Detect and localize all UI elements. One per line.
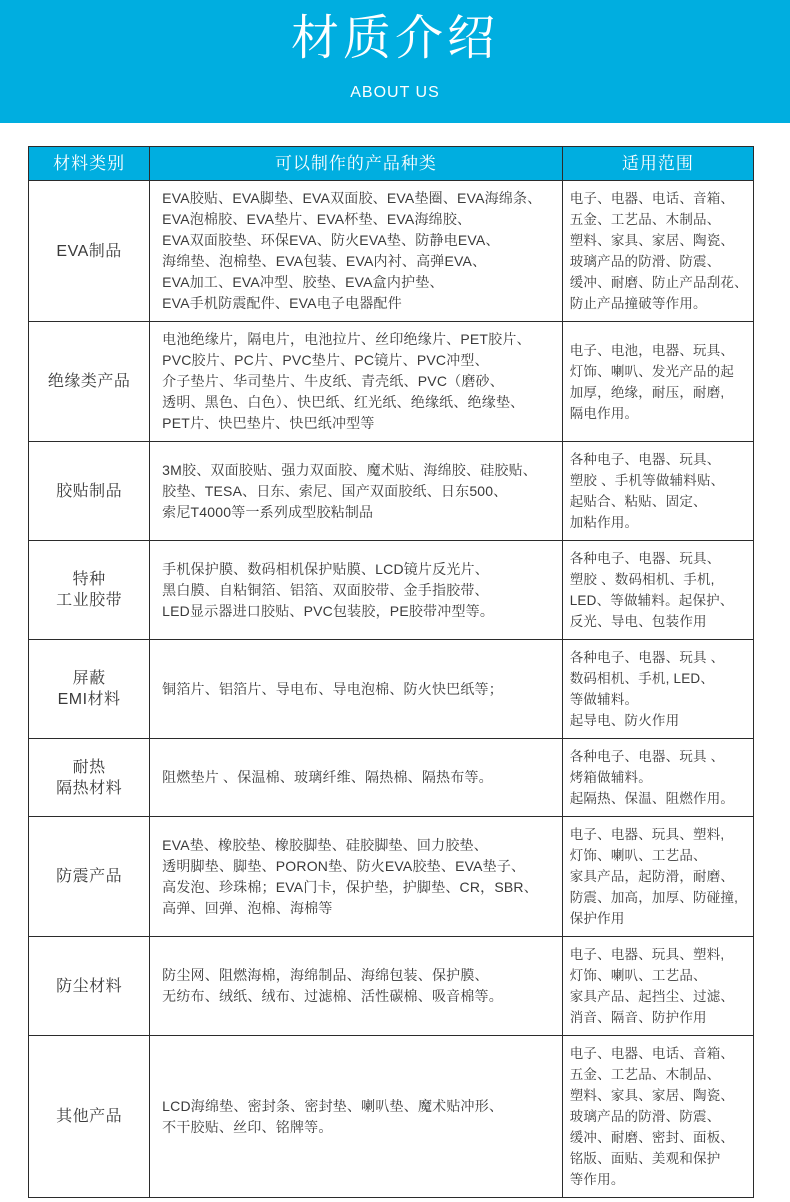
cell-scope [562, 739, 753, 817]
scope-line: 加厚，绝缘，耐压，耐磨, [569, 384, 725, 400]
table-row [29, 322, 754, 442]
scope-line: 家具产品，起防滑，耐磨、 [569, 869, 735, 884]
cell-products [150, 322, 563, 442]
scope-line: 起隔热、保温、阻燃作用。 [569, 791, 735, 806]
product-line: 手机保护膜、数码相机保护贴膜、LCD镜片反光片、 [162, 560, 489, 577]
scope-line: 玻璃产品的防滑、防震、 [569, 1109, 721, 1124]
scope-line: 塑胶 、手机等做辅料贴、 [569, 473, 725, 488]
cell-products [150, 640, 563, 739]
scope-line: 防止产品撞破等作用。 [569, 296, 707, 311]
product-line: 铜箔片、铝箔片、导电布、导电泡棉、防火快巴纸等； [162, 680, 503, 697]
table-row [29, 442, 754, 541]
scope-line: 塑料、家具、家居、陶瓷、 [569, 1088, 735, 1103]
category-line: 防尘材料 [56, 977, 123, 995]
cell-category [29, 817, 150, 937]
material-table-wrapper [0, 123, 790, 1198]
scope-line: 消音、隔音、防护作用 [569, 1010, 707, 1025]
product-line: LCD海绵垫、密封条、密封垫、喇叭垫、魔术贴冲形、 [162, 1097, 504, 1114]
scope-line: 塑胶 、数码相机、手机, [569, 572, 715, 587]
scope-line: 保护作用 [569, 911, 625, 926]
cell-products [150, 1036, 563, 1198]
scope-line: 家具产品、起挡尘、过滤、 [569, 989, 735, 1004]
scope-line: 玻璃产品的防滑、防震、 [569, 254, 721, 269]
product-line: 电池绝缘片，隔电片，电池拉片、丝印绝缘片、PET胶片、 [162, 331, 531, 347]
product-line: PVC胶片、PC片、PVC垫片、PC镜片、PVC冲型、 [162, 352, 489, 368]
cell-scope [562, 640, 753, 739]
scope-line: 铭版、面贴、美观和保护 [569, 1151, 721, 1166]
category-line: 特种 [72, 571, 106, 588]
product-line: EVA垫、橡胶垫、橡胶脚垫、硅胶脚垫、回力胶垫、 [162, 836, 488, 853]
scope-line: 各种电子、电器、玩具、 [569, 551, 721, 566]
cell-scope [562, 322, 753, 442]
product-line: 3M胶、双面胶贴、强力双面胶、魔术贴、海绵胶、硅胶贴、 [162, 461, 538, 478]
column-header-scope: 适用范围 [562, 147, 753, 181]
scope-line: 电子、电池，电器、玩具、 [569, 342, 735, 358]
category-line: EVA制品 [56, 242, 122, 260]
scope-line: 起导电、防火作用 [569, 713, 680, 728]
table-row [29, 817, 754, 937]
table-body [29, 181, 754, 1198]
scope-line: 隔电作用。 [569, 405, 639, 421]
category-line: 工业胶带 [56, 592, 123, 609]
product-line: 高弹、回弹、泡棉、海棉等 [162, 899, 333, 916]
product-line: 透明脚垫、脚垫、PORON垫、防火EVA胶垫、EVA垫子、 [162, 857, 526, 874]
scope-line: LED、等做辅料。起保护、 [569, 593, 734, 608]
cell-category [29, 541, 150, 640]
cell-products [150, 541, 563, 640]
scope-line: 电子、电器、电话、音箱、 [569, 191, 735, 206]
product-line: 不干胶贴、丝印、铭牌等。 [162, 1118, 333, 1135]
cell-category [29, 181, 150, 322]
category-line: EMI材料 [57, 691, 121, 708]
table-row [29, 181, 754, 322]
page-subtitle: ABOUT US [350, 84, 440, 101]
product-line: EVA双面胶垫、环保EVA、防火EVA垫、防静电EVA、 [162, 232, 500, 248]
category-line: 胶贴制品 [56, 482, 123, 500]
cell-scope [562, 181, 753, 322]
category-line: 隔热材料 [56, 779, 123, 797]
scope-line: 灯饰、喇叭、工艺品、 [569, 848, 707, 863]
scope-line: 反光、导电、包装作用 [569, 614, 707, 629]
scope-line: 电子、电器、玩具、塑料, [569, 947, 725, 962]
scope-line: 各种电子、电器、玩具、 [569, 452, 721, 467]
scope-line: 五金、工艺品、木制品、 [569, 212, 721, 227]
scope-line: 各种电子、电器、玩具 、 [569, 749, 725, 764]
cell-category [29, 1036, 150, 1198]
scope-line: 塑料、家具、家居、陶瓷、 [569, 233, 735, 248]
scope-line: 加粘作用。 [569, 515, 639, 530]
scope-line: 电子、电器、电话、音箱、 [569, 1046, 735, 1061]
scope-line: 等作用。 [569, 1172, 625, 1187]
scope-line: 各种电子、电器、玩具 、 [569, 650, 725, 665]
product-line: 海绵垫、泡棉垫、EVA包装、EVA内衬、高弹EVA、 [162, 253, 487, 269]
product-line: 透明、黑色、白色）、快巴纸、红光纸、绝缘纸、绝缘垫、 [162, 394, 525, 410]
category-line: 屏蔽 [72, 670, 106, 687]
column-header-category: 材料类别 [29, 147, 150, 181]
cell-category [29, 442, 150, 541]
table-row [29, 739, 754, 817]
product-line: 阻燃垫片 、保温棉、玻璃纤维、隔热棉、隔热布等。 [162, 769, 493, 785]
cell-scope [562, 937, 753, 1036]
cell-products [150, 739, 563, 817]
category-line: 绝缘类产品 [47, 373, 131, 390]
cell-products [150, 442, 563, 541]
table-row [29, 640, 754, 739]
product-line: EVA胶贴、EVA脚垫、EVA双面胶、EVA垫圈、EVA海绵条、 [162, 190, 542, 206]
cell-products [150, 937, 563, 1036]
cell-products [150, 181, 563, 322]
scope-line: 缓冲、耐磨、防止产品刮花、 [569, 275, 748, 290]
product-line: 索尼T4000等一系列成型胶粘制品 [162, 503, 374, 520]
scope-line: 电子、电器、玩具、塑料, [569, 827, 725, 842]
table-row [29, 937, 754, 1036]
product-line: EVA手机防震配件、EVA电子电器配件 [162, 295, 402, 311]
scope-line: 灯饰、喇叭、发光产品的起 [569, 363, 735, 379]
table-row [29, 541, 754, 640]
product-line: 无纺布、绒纸、绒布、过滤棉、活性碳棉、吸音棉等。 [162, 988, 503, 1004]
scope-line: 等做辅料。 [569, 692, 639, 707]
scope-line: 烤箱做辅料。 [569, 770, 652, 785]
product-line: 胶垫、TESA、日东、索尼、国产双面胶纸、日东500、 [162, 482, 508, 499]
table-header [29, 147, 754, 181]
cell-category [29, 640, 150, 739]
table-header-row [29, 147, 754, 181]
product-line: PET片、快巴垫片、快巴纸冲型等 [162, 415, 375, 431]
scope-line: 五金、工艺品、木制品、 [569, 1067, 721, 1082]
product-line: 防尘网、阻燃海棉，海绵制品、海绵包装、保护膜、 [162, 967, 489, 983]
cell-category [29, 937, 150, 1036]
table-row [29, 1036, 754, 1198]
cell-category [29, 322, 150, 442]
scope-line: 防震、加高，加厚、防碰撞, [569, 890, 739, 905]
product-line: EVA加工、EVA冲型、胶垫、EVA盒内护垫、 [162, 274, 444, 290]
cell-products [150, 817, 563, 937]
page-banner [0, 0, 790, 123]
column-header-products: 可以制作的产品种类 [150, 147, 563, 181]
material-spec-table [28, 146, 754, 1198]
cell-scope [562, 817, 753, 937]
page-title: 材质介绍 [290, 12, 499, 65]
product-line: 高发泡、珍珠棉；EVA门卡，保护垫，护脚垫、CR，SBR、 [162, 878, 538, 895]
scope-line: 灯饰、喇叭、工艺品、 [569, 968, 707, 983]
category-line: 防震产品 [56, 868, 123, 885]
product-line: 黑白膜、自粘铜箔、铝箔、双面胶带、金手指胶带、 [162, 581, 489, 598]
cell-scope [562, 442, 753, 541]
scope-line: 数码相机、手机, LED、 [569, 671, 715, 686]
product-line: 介子垫片、华司垫片、牛皮纸、青壳纸、PVC（磨砂、 [162, 373, 504, 389]
product-line: LED显示器进口胶贴、PVC包装胶，PE胶带冲型等。 [162, 602, 495, 619]
scope-line: 起贴合、粘贴、固定、 [569, 494, 707, 509]
scope-line: 缓冲、耐磨、密封、面板、 [569, 1130, 735, 1145]
category-line: 耐热 [72, 758, 106, 776]
category-line: 其他产品 [56, 1108, 123, 1125]
product-line: EVA泡棉胶、EVA垫片、EVA杯垫、EVA海绵胶、 [162, 211, 472, 227]
cell-category [29, 739, 150, 817]
cell-scope [562, 1036, 753, 1198]
cell-scope [562, 541, 753, 640]
